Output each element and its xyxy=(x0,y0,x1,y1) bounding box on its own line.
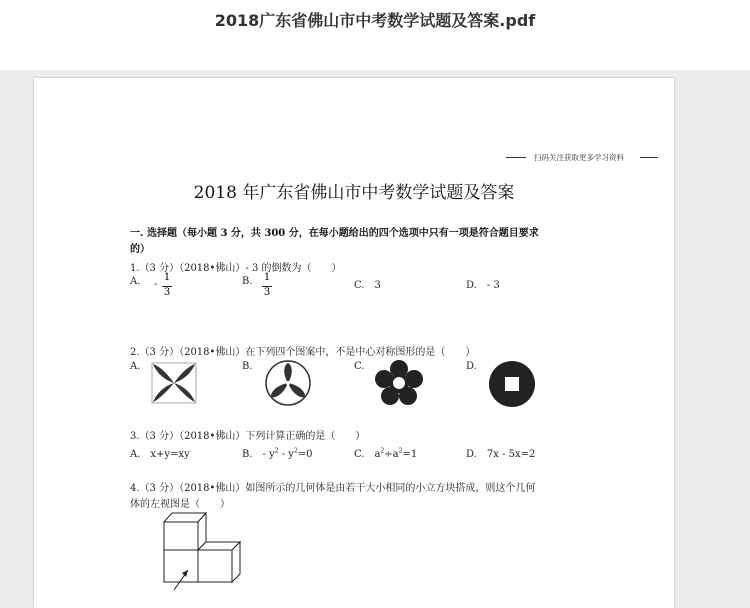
q3-c-end: =1 xyxy=(402,449,418,460)
q1-option-b-denominator: 3 xyxy=(263,287,271,298)
q4-cube-figure xyxy=(144,508,244,590)
q3-stem: 3.（3 分）（2018•佛山）下列计算正确的是（ ） xyxy=(130,431,366,442)
q2-stem: 2.（3 分）（2018•佛山）在下列四个图案中，不是中心对称图形的是（ ） xyxy=(130,347,476,358)
q2-figure-b-image xyxy=(262,359,314,407)
q1-option-a-label: A. xyxy=(130,276,141,287)
q2-option-d-label: D. xyxy=(466,361,477,372)
q3-option-c xyxy=(354,445,417,460)
q3-c-sup2: 2 xyxy=(398,447,403,455)
page-title: 2018 年广东省佛山市中考数学试题及答案 xyxy=(193,183,515,203)
q2-figure-a-image xyxy=(150,361,198,405)
q2-figure-d-image xyxy=(486,360,538,408)
q3-option-a: A. x+y=xy xyxy=(130,449,190,460)
q1-stem: 1.（3 分）（2018•佛山）- 3 的倒数为（ ） xyxy=(130,263,342,274)
section-heading-cont: 的） xyxy=(130,244,150,255)
q3-option-d: D. 7x - 5x=2 xyxy=(466,449,536,460)
q2-option-c-label: C. xyxy=(354,361,365,372)
q1-option-b-numerator: 1 xyxy=(263,272,271,283)
q3-b-end: =0 xyxy=(297,449,313,460)
q3-c-sup1: 2 xyxy=(380,447,385,455)
q3-b-part: B. - y xyxy=(242,449,275,460)
q1-option-b-label: B. xyxy=(242,276,253,287)
q4-stem: 4.（3 分）（2018•佛山）如图所示的几何体是由若干大小相同的小立方块搭成，则这个几何 xyxy=(130,483,536,494)
banner-text: 扫码关注获取更多学习资料 xyxy=(534,153,624,162)
q2-option-a-label: A. xyxy=(130,361,141,372)
q3-b-sup2: 2 xyxy=(293,447,298,455)
q3-c-mid: ÷a xyxy=(384,449,399,460)
document-title: 2018广东省佛山市中考数学试题及答案.pdf xyxy=(214,11,536,30)
q1-option-a-sign: - xyxy=(154,279,158,290)
q4-stem-cont: 体的左视图是（ ） xyxy=(130,499,230,510)
q3-c-part: C. a xyxy=(354,449,381,460)
q1-option-a-numerator: 1 xyxy=(163,272,171,283)
section-heading: 一. 选择题（每小题 3 分，共 300 分，在每小题给出的四个选项中只有一项是符合题目要求 xyxy=(130,228,539,239)
q1-option-c: C. 3 xyxy=(354,280,381,291)
q3-b-mid: - y xyxy=(278,449,294,460)
banner-line-left xyxy=(506,157,526,158)
q2-option-b-label: B. xyxy=(242,361,253,372)
q1-option-d: D. - 3 xyxy=(466,280,500,291)
q3-option-b xyxy=(242,445,313,460)
q3-b-sup1: 2 xyxy=(274,447,279,455)
q1-option-a-denominator: 3 xyxy=(163,287,171,298)
q2-figure-c-image xyxy=(374,360,424,406)
pdf-page xyxy=(34,78,674,608)
banner-line-right xyxy=(640,157,658,158)
